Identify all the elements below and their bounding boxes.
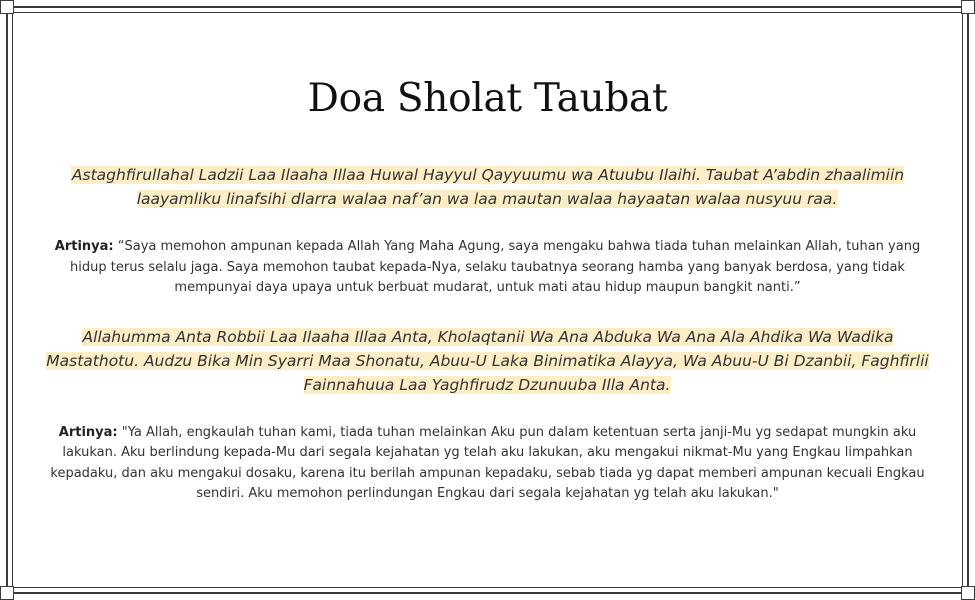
- corner-ornament-bottom-right: [961, 586, 975, 600]
- corner-ornament-top-right: [961, 0, 975, 14]
- meaning-text-2: "Ya Allah, engkaulah tuhan kami, tiada tuhan melainkan Aku pun dalam ketentuan serta janji-Mu yg sedapat mungkin aku lakukan. Aku berlindung kepada-Mu dari segala kejahatan yg telah aku lakukan, aku mengakui nikmat-Mu yang Engkau limpahkan kepadaku, dan aku mengakui dosaku, karena itu berilah ampunan kepadaku, sebab tiada yg dapat memberi ampunan kecuali Engkau sendiri. Aku memohon perlindungan Engkau dari segala kejahatan yg telah aku lakukan.": [50, 424, 925, 501]
- document-content: [40, 0, 935, 505]
- corner-ornament-bottom-left: [0, 586, 14, 600]
- prayer-highlight-1: Astaghfirullahal Ladzii Laa Ilaaha Illaa Huwal Hayyul Qayyuumu wa Atuubu Ilaihi. Taubat A’abdin zhaalimiin laayamliku linafsihi dlarra walaa naf’an wa laa mautan walaa hayaatan walaa nusyuu raa.: [71, 166, 905, 208]
- prayer-highlight-2: Allahumma Anta Robbii Laa Ilaaha Illaa Anta, Kholaqtanii Wa Ana Abduka Wa Ana Ala Ahdika Wa Wadika Mastathotu. Audzu Bika Min Syarri Maa Shonatu, Abuu-U Laka Binimatika Alayya, Wa Abuu-U Bi Dzanbii, Faghfirlii Fainnahuua Laa Yaghfirudz Dzunuuba Illa Anta.: [46, 327, 929, 394]
- meaning-label-2: Artinya:: [58, 424, 118, 440]
- corner-ornament-top-left: [0, 0, 14, 14]
- meaning-label-1: Artinya:: [54, 239, 114, 254]
- prayer-text-2: [40, 325, 935, 397]
- prayer-text-1: [40, 163, 935, 211]
- meaning-text-1: “Saya memohon ampunan kepada Allah Yang Maha Agung, saya mengaku bahwa tiada tuhan melainkan Allah, tuhan yang hidup terus selalu jaga. Saya memohon taubat kepada-Nya, selaku taubatnya seorang hamba yang banyak berdosa, yang tidak mempunyai daya upaya untuk berbuat mudarat, untuk mati atau hidup maupun bangkit nanti.”: [70, 239, 921, 295]
- meaning-paragraph-2: [40, 423, 935, 505]
- meaning-paragraph-1: [40, 237, 935, 299]
- page-title: Doa Sholat Taubat: [307, 76, 668, 121]
